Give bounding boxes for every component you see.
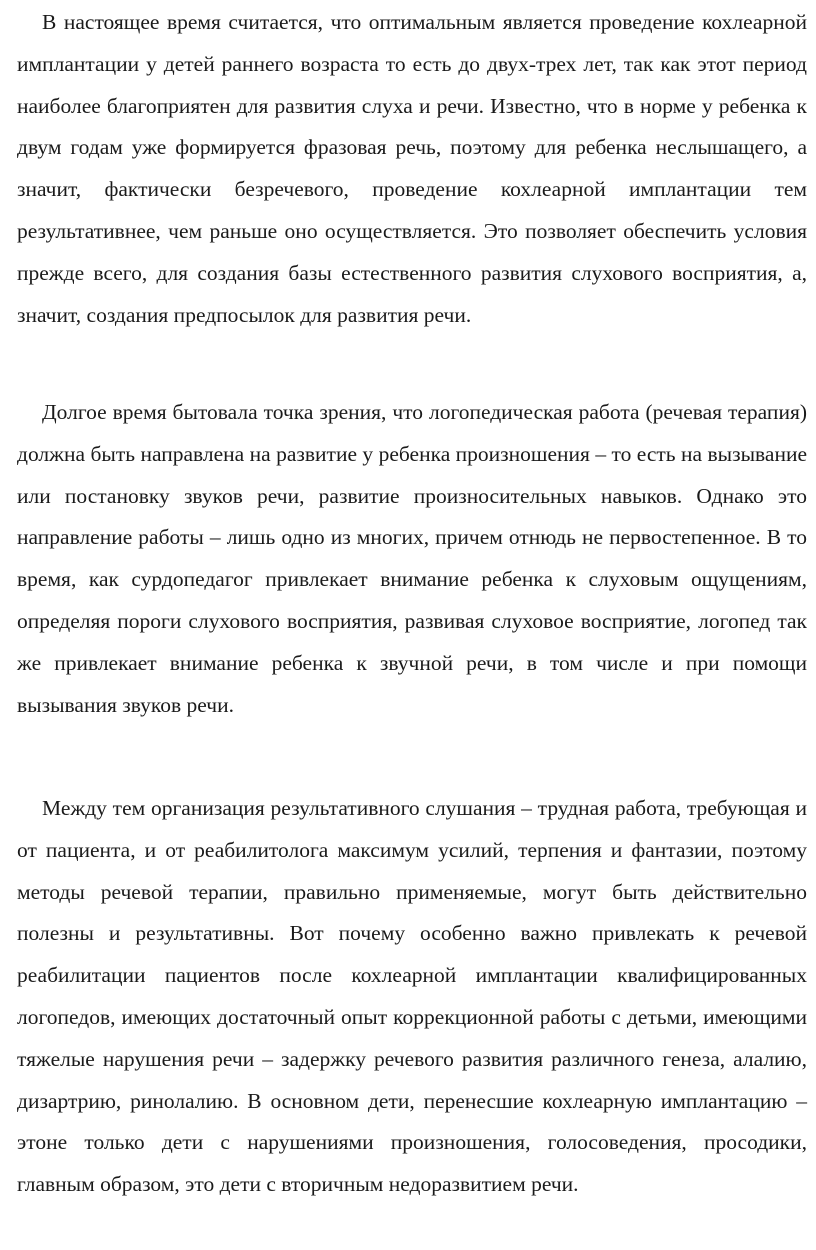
paragraph-1: В настоящее время считается, что оптимальным является проведение кохлеарной имплантации у детей раннего возраста то есть до двух-трех лет, так как этот период наиболее благоприятен для развития слуха и речи. Известно, что в норме у ребенка к двум годам уже формируется фразовая речь, поэтому для ребенка неслышащего, а значит, фактически безречевого, проведение кохлеарной имплантации тем результативнее, чем раньше оно осуществляется. Это позволяет обеспечить условия прежде всего, для создания базы естественного развития слухового восприятия, а, значит, создания предпосылок для развития речи.	[17, 10, 807, 327]
paragraph-2: Долгое время бытовала точка зрения, что логопедическая работа (речевая терапия) должна быть направлена на развитие у ребенка произношения – то есть на вызывание или постановку звуков речи, развитие произносительных навыков. Однако это направление работы – лишь одно из многих, причем отнюдь не первостепенное. В то время, как сурдопедагог привлекает внимание ребенка к слуховым ощущениям, определяя пороги слухового восприятия, развивая слуховое восприятие, логопед так же привлекает внимание ребенка к звучной речи, в том числе и при помощи вызывания звуков речи.	[17, 400, 807, 717]
paragraph-3: Между тем организация результативного слушания – трудная работа, требующая и от пациента, и от реабилитолога максимум усилий, терпения и фантазии, поэтому методы речевой терапии, правильно применяемые, могут быть действительно полезны и результативны. Вот почему особенно важно привлекать к речевой реабилитации пациентов после кохлеарной имплантации квалифицированных логопедов, имеющих достаточный опыт коррекционной работы с детьми, имеющими тяжелые нарушения речи – задержку речевого развития различного генеза, алалию, дизартрию, ринолалию. В основном дети, перенесшие кохлеарную имплантацию – этоне только дети с нарушениями произношения, голосоведения, просодики, главным образом, это дети с вторичным недоразвитием речи.	[17, 796, 807, 1197]
